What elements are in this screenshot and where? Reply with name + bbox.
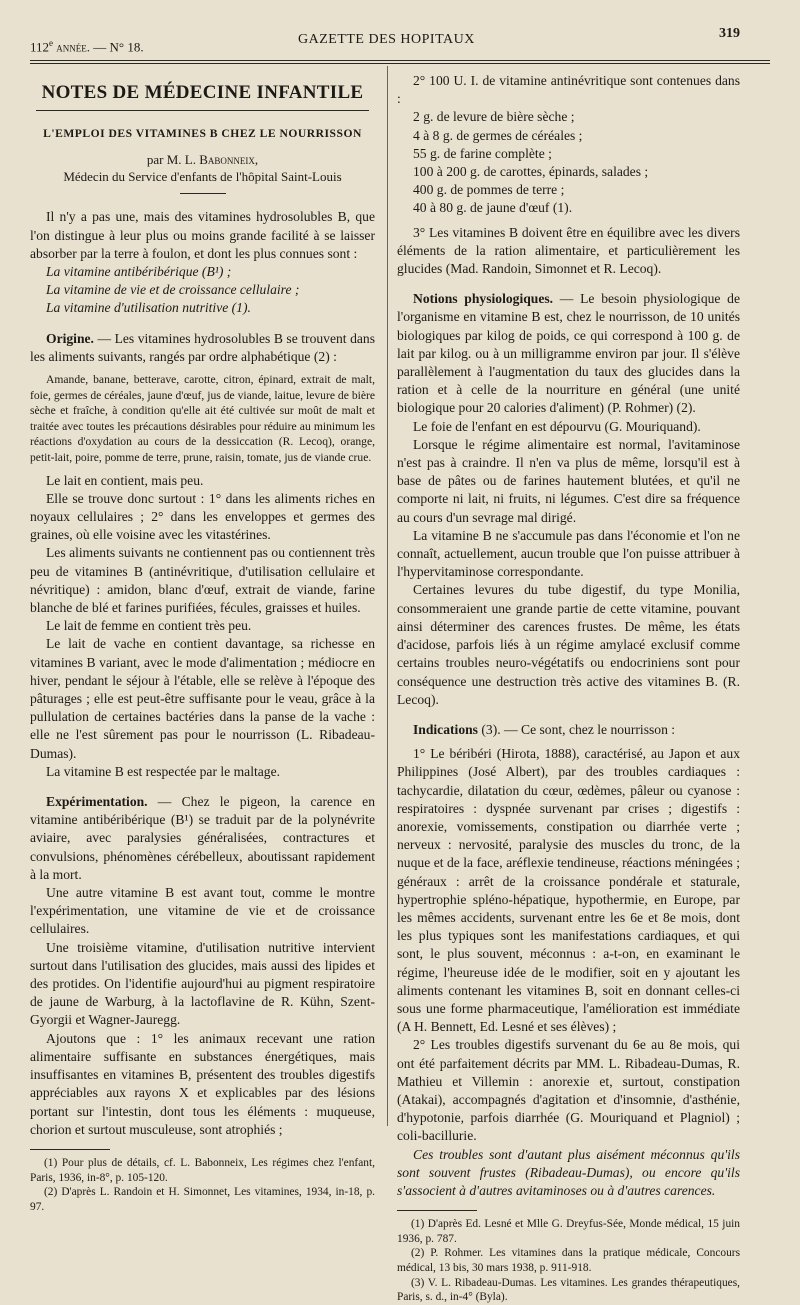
paragraph: Une autre vitamine B est avant tout, comme le montre l'expérimentation, une vitamine de vie et de croissance cellulaires. [30, 885, 375, 937]
footnote: (3) V. L. Ribadeau-Dumas. Les vitamines. Les grandes thérapeutiques, Paris, s. d., in-4° (Byla). [397, 1276, 740, 1304]
footnote-rule [397, 1210, 477, 1211]
paragraph: Lorsque le régime alimentaire est normal, l'avitaminose n'est pas à craindre. Il n'en va plus de même, lorsqu'il est à base de pâtes ou de farines hautement blutées, et qu'il ne comporte ni lait, ni fruits, ni légumes. C'est dire sa fréquence au cours d'un sevrage mal dirigé. [397, 436, 740, 525]
list-item: 40 à 80 g. de jaune d'œuf (1). [413, 200, 573, 216]
list-item: 400 g. de pommes de terre ; [413, 182, 565, 198]
list-item: La vitamine antibéribérique (B¹) ; [46, 264, 232, 280]
divider [180, 193, 226, 194]
paragraph: Il n'y a pas une, mais des vitamines hydrosolubles B, que l'on distingue à leur plus ou moins grande facilité à se laisser absorber par la terre à foulon, et dont les plus connues sont : [30, 209, 375, 261]
paragraph: Le lait de femme en contient très peu. [46, 618, 252, 634]
paragraph: Les aliments suivants ne contiennent pas ou contiennent très peu de vitamines B (antinévritique, d'utilisation cellulaire et névritique) : amidon, blanc d'œuf, extrait de viande, farine blanche de blé et farines purifiées, fécules, graisses et huiles. [30, 545, 375, 616]
list-item: 4 à 8 g. de germes de céréales ; [413, 127, 583, 143]
small-paragraph: Amande, banane, betterave, carotte, citron, épinard, extrait de malt, foie, germes de céréales, jaune d'œuf, jus de viande, laitue, levure de bière sèche et fraîche, à condition qu'elle ait été cultivée sur moût de malt et traitée avec toutes les précautions désirables pour réduire au minimum les réactions d'oxydation au cours de la dessiccation (R. Lecoq), orange, petit-lait, poire, pomme de terre, prune, raisin, tomate, jus de viande crue. [30, 373, 375, 464]
page-header [30, 26, 740, 55]
subheading: Origine. [46, 330, 94, 346]
paragraph-text: — Chez le pigeon, la carence en vitamine antibéribérique (B¹) se traduit par de la polynévrite aviaire, avec paralysies généralisées, contractures et convulsions, phénomènes cérébelleux, aboutissant rapidement à la mort. [30, 794, 375, 882]
footnote: (1) Pour plus de détails, cf. L. Babonneix, Les régimes chez l'enfant, Paris, 1936, in-8°, p. 105-120. [30, 1156, 375, 1184]
year-sup: e [49, 38, 54, 48]
subheading: Notions physiologiques. [413, 291, 554, 307]
issue-number: — N° 18. [93, 39, 144, 55]
paragraph [397, 290, 740, 417]
paragraph: Ajoutons que : 1° les animaux recevant une ration alimentaire suffisante en substances énergétiques, mais insuffisantes en vitamines B, présentent des troubles digestifs appréciables aux rayons X et explicables par des lésions portant sur l'intestin, dont tous les éléments : muqueuse, chorion et surtout musculeuse, sont atrophiés ; [30, 1030, 375, 1137]
annee-label: année. [56, 39, 91, 55]
paragraph: Le lait de vache en contient davantage, sa richesse en vitamines B variant, avec le mode d'alimentation ; médiocre en hiver, pendant le séjour à l'étable, elle se relève à l'époque des pâturages ; elle est peut-être suffisante pour le veau, grâce à la pullulation de certaines bactéries dans la panse de la vache : elle ne l'est sûrement pas pour le nourrisson (L. Ribadeau-Dumas). [30, 636, 375, 761]
journal-title: GAZETTE DES HOPITAUX [298, 32, 475, 47]
paragraph: 1° Le béribéri (Hirota, 1888), caractérisé, au Japon et aux Philippines (José Albert), par des troubles cardiaques : tachycardie, dilatation du cœur, œdèmes, pâleur ou cyanose : respiratoires : dyspnée survenant par crises ; digestifs : anorexie, vomissements, constipation ou diarrhée verte ; nerveux : nervosité, paralysie des muscles du tronc, de la nuque et de la face, aréflexie tendineuse, réactions méningées ; généraux : arrêt de la croissance pondérale et staturale, hypertrophie spléno-hépatique, hypothermie, en Europe, par les mêmes accidents, survenant entre les 6e et 8e mois, dont les plus typiques sont les manifestations cardiaques, et qui sont, le plus souvent, méconnus : a-t-on, en examinant le régime, l'heureuse idée de le modifier, soit en y ajoutant les aliments contenant les vitamines B, soit en donnant celles-ci sous une forme pharmaceutique, l'amélioration est immédiate (A H. Bennett, Ed. Lesné et ses élèves) ; [397, 746, 740, 1035]
year-number: 112 [30, 39, 50, 55]
byline [30, 151, 375, 185]
left-column [30, 66, 375, 1214]
subheading: Expérimentation. [46, 794, 148, 810]
page-number: 319 [719, 26, 740, 41]
paragraph-text: — Les vitamines hydrosolubles B se trouvent dans les aliments suivants, rangés par ordre alphabétique (2) : [30, 330, 375, 364]
author-affiliation: Médecin du Service d'enfants de l'hôpital Saint-Louis [63, 169, 342, 185]
paragraph: 3° Les vitamines B doivent être en équilibre avec les divers éléments de la ration alimentaire, et particulièrement les glucides (Mad. Randoin, Simonnet et R. Lecoq). [397, 224, 740, 277]
list-item: 55 g. de farine complète ; [413, 145, 552, 161]
column-divider [387, 66, 388, 1126]
paragraph: Le foie de l'enfant en est dépourvu (G. Mouriquand). [413, 418, 701, 434]
paragraph [30, 330, 375, 366]
paragraph: Ces troubles sont d'autant plus aisément méconnus qu'ils sont souvent frustes (Ribadeau-Dumas), ou encore qu'ils s'associent à d'autres avitaminoses ou à d'autres carences. [397, 1146, 740, 1198]
author-name: Babonneix, [199, 152, 259, 168]
list-item: 100 à 200 g. de carottes, épinards, salades ; [413, 164, 649, 180]
right-column [397, 66, 740, 1305]
section-title: NOTES DE MÉDECINE INFANTILE [41, 82, 364, 103]
footnote: (2) D'après L. Randoin et H. Simonnet, Les vitamines, 1934, in-18, p. 97. [30, 1186, 375, 1213]
footnote-rule [30, 1149, 110, 1150]
byline-prefix: par M. L. [146, 152, 200, 168]
list-item: La vitamine d'utilisation nutritive (1). [46, 300, 251, 316]
subheading: Indications [413, 721, 478, 737]
issue-info [30, 38, 144, 55]
section-rule [36, 110, 369, 111]
paragraph: 2° 100 U. I. de vitamine antinévritique sont contenues dans : [397, 73, 740, 107]
header-rule [30, 60, 770, 64]
paragraph: Certaines levures du tube digestif, du type Monilia, consommeraient une grande partie de cette vitamine, pouvant ainsi déterminer des carences frustes. De même, les états d'acidose, parfois liés à un régime amylacé exclusif comme certains troubles neuro-végétatifs ou endocriniens sont pour conséquence une destruction très active des vitamines B. (R. Lecoq). [397, 582, 740, 707]
article-title: L'EMPLOI DES VITAMINES B CHEZ LE NOURRISSON [43, 127, 362, 141]
footnote: (1) D'après Ed. Lesné et Mlle G. Dreyfus-Sée, Monde médical, 15 juin 1936, p. 787. [397, 1218, 740, 1245]
paragraph: Une troisième vitamine, d'utilisation nutritive intervient surtout dans l'utilisation des glucides, mais aussi des lipides et des protides. On l'identifie aujourd'hui au pigment respiratoire de jaune de Warburg, à la lactoflavine de R. Kühn, Szent-Gyorgii et Wagner-Jauregg. [30, 939, 375, 1028]
list-item: 2 g. de levure de bière sèche ; [413, 109, 575, 125]
paragraph-text: (3). — Ce sont, chez le nourrisson : [477, 721, 676, 737]
paragraph: Le lait en contient, mais peu. [46, 472, 204, 488]
paragraph: Elle se trouve donc surtout : 1° dans les aliments riches en noyaux cellulaires ; 2° dans les enveloppes et germes des graines, où elle voisine avec les vitastérines. [30, 490, 375, 543]
paragraph: La vitamine B ne s'accumule pas dans l'économie et l'on ne connaît, actuellement, aucun trouble que l'on puisse attribuer à l'hypervitaminose correspondante. [397, 527, 740, 580]
footnote: (2) P. Rohmer. Les vitamines dans la pratique médicale, Concours médical, 13 bis, 30 mars 1938, p. 911-918. [397, 1247, 740, 1274]
paragraph: 2° Les troubles digestifs survenant du 6e au 8e mois, qui ont été parfaitement décrits par MM. L. Ribadeau-Dumas, R. Mathieu et Villemin : anorexie et, surtout, constipation (Atakai), accompagnés d'agitation et d'insomnie, d'asthénie, d'hypotonie, parfois diarrhée (G. Mouriquand et Plagniol) ; coli-bacillurie. [397, 1037, 740, 1144]
paragraph [30, 793, 375, 884]
list-item: La vitamine de vie et de croissance cellulaire ; [46, 282, 300, 298]
paragraph-text: — Le besoin physiologique de l'organisme en vitamine B est, chez le nourrisson, de 10 unités biologiques par kilog de poids, ce qui correspond à 100 g. de lait par kilog. ou à un milligramme environ par jour. Il s'élève parallèlement à l'augmentation du taux des glucides dans la ration et à celle de la nourriture en général (une unité biologique pour 20 calories d'aliment) (P. Rohmer) (2). [397, 291, 741, 416]
paragraph [397, 721, 740, 739]
paragraph: La vitamine B est respectée par le maltage. [46, 763, 281, 779]
